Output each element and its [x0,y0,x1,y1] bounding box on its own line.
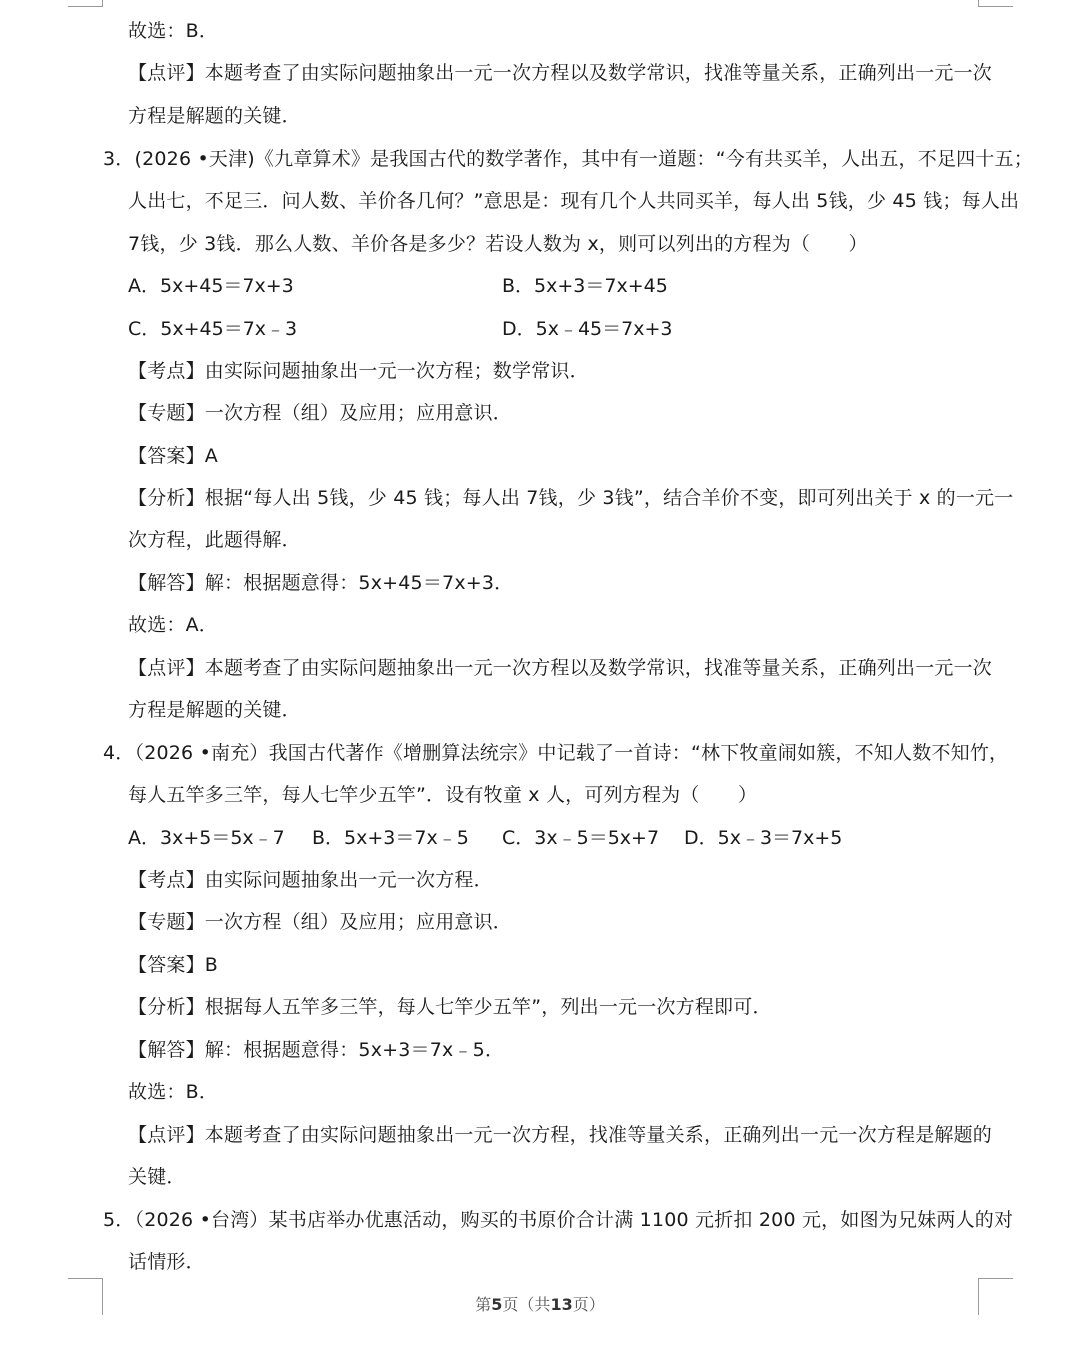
footer-total-pages: 13 [550,1295,573,1314]
prev-review-line1: 【点评】本题考查了由实际问题抽象出一元一次方程以及数学常识，找准等量关系，正确列出一元一次 [128,62,993,84]
q3-option-c: C．5x+45＝7x﹣3 [128,318,298,340]
prev-review-line2: 方程是解题的关键． [128,105,301,127]
q4-option-b: B．5x+3＝7x﹣5 [312,827,469,849]
page-footer [0,1294,1080,1316]
q3-stem-line3: 7钱，少 3钱．那么人数、羊价各是多少？若设人数为 x，则可以列出的方程为（ ） [128,233,868,255]
q4-option-d: D．5x﹣3＝7x+5 [684,827,843,849]
q3-analysis-line1: 【分析】根据“每人出 5钱，少 45 钱；每人出 7钱，少 3钱”，结合羊价不变，即可列出关于 x 的一元一 [128,487,1014,509]
q3-stem-line1: 3．(2026 •天津)《九章算术》是我国古代的数学著作，其中有一道题：“今有共买羊，人出五，不足四十五； [103,148,1033,170]
q4-zhuanti: 【专题】一次方程（组）及应用；应用意识． [128,911,513,933]
q5-stem-line1: 5．（2026 •台湾）某书店举办优惠活动，购买的书原价合计满 1100 元折扣 200 元，如图为兄妹两人的对 [103,1209,1014,1231]
corner-mark-top-right [978,0,1013,7]
q3-option-b: B．5x+3＝7x+45 [502,275,668,297]
q3-option-d: D．5x﹣45＝7x+3 [502,318,673,340]
q3-answer: 【答案】A [128,445,218,467]
corner-mark-top-left [68,0,103,7]
q4-stem-line2: 每人五竿多三竿，每人七竿少五竿”．设有牧童 x 人，可列方程为（ ） [128,784,758,806]
q3-review-line2: 方程是解题的关键． [128,699,301,721]
footer-middle: 页（共 [502,1295,551,1314]
q3-kaodian: 【考点】由实际问题抽象出一元一次方程；数学常识． [128,360,589,382]
prev-answer-choice: 故选：B． [128,20,219,42]
q4-option-c: C．3x﹣5＝5x+7 [502,827,660,849]
q3-zhuanti: 【专题】一次方程（组）及应用；应用意识． [128,402,513,424]
q4-review-line2: 关键． [128,1166,186,1188]
q3-stem-line2: 人出七，不足三．问人数、羊价各几何？”意思是：现有几个人共同买羊，每人出 5钱，少 45 钱；每人出 [128,190,1020,212]
q3-option-a: A．5x+45＝7x+3 [128,275,294,297]
q3-solution: 【解答】解：根据题意得：5x+45＝7x+3． [128,572,514,594]
q3-choice: 故选：A． [128,614,218,636]
q5-stem-line2: 话情形． [128,1251,205,1273]
q4-option-a: A．3x+5＝5x﹣7 [128,827,285,849]
q4-review-line1: 【点评】本题考查了由实际问题抽象出一元一次方程，找准等量关系，正确列出一元一次方程是解题的 [128,1124,993,1146]
footer-prefix: 第 [475,1295,492,1314]
q4-answer: 【答案】B [128,954,219,976]
q3-review-line1: 【点评】本题考查了由实际问题抽象出一元一次方程以及数学常识，找准等量关系，正确列出一元一次 [128,657,993,679]
q4-kaodian: 【考点】由实际问题抽象出一元一次方程． [128,869,493,891]
footer-suffix: 页） [572,1295,605,1314]
q4-choice: 故选：B． [128,1081,219,1103]
q4-solution: 【解答】解：根据题意得：5x+3＝7x﹣5． [128,1039,505,1061]
q4-stem-line1: 4．（2026 •南充）我国古代著作《增删算法统宗》中记载了一首诗：“林下牧童闹如簇，不知人数不知竹， [103,742,1009,764]
q4-analysis: 【分析】根据每人五竿多三竿，每人七竿少五竿”，列出一元一次方程即可． [128,996,772,1018]
footer-page-number: 5 [491,1295,503,1314]
q3-analysis-line2: 次方程，此题得解． [128,529,301,551]
